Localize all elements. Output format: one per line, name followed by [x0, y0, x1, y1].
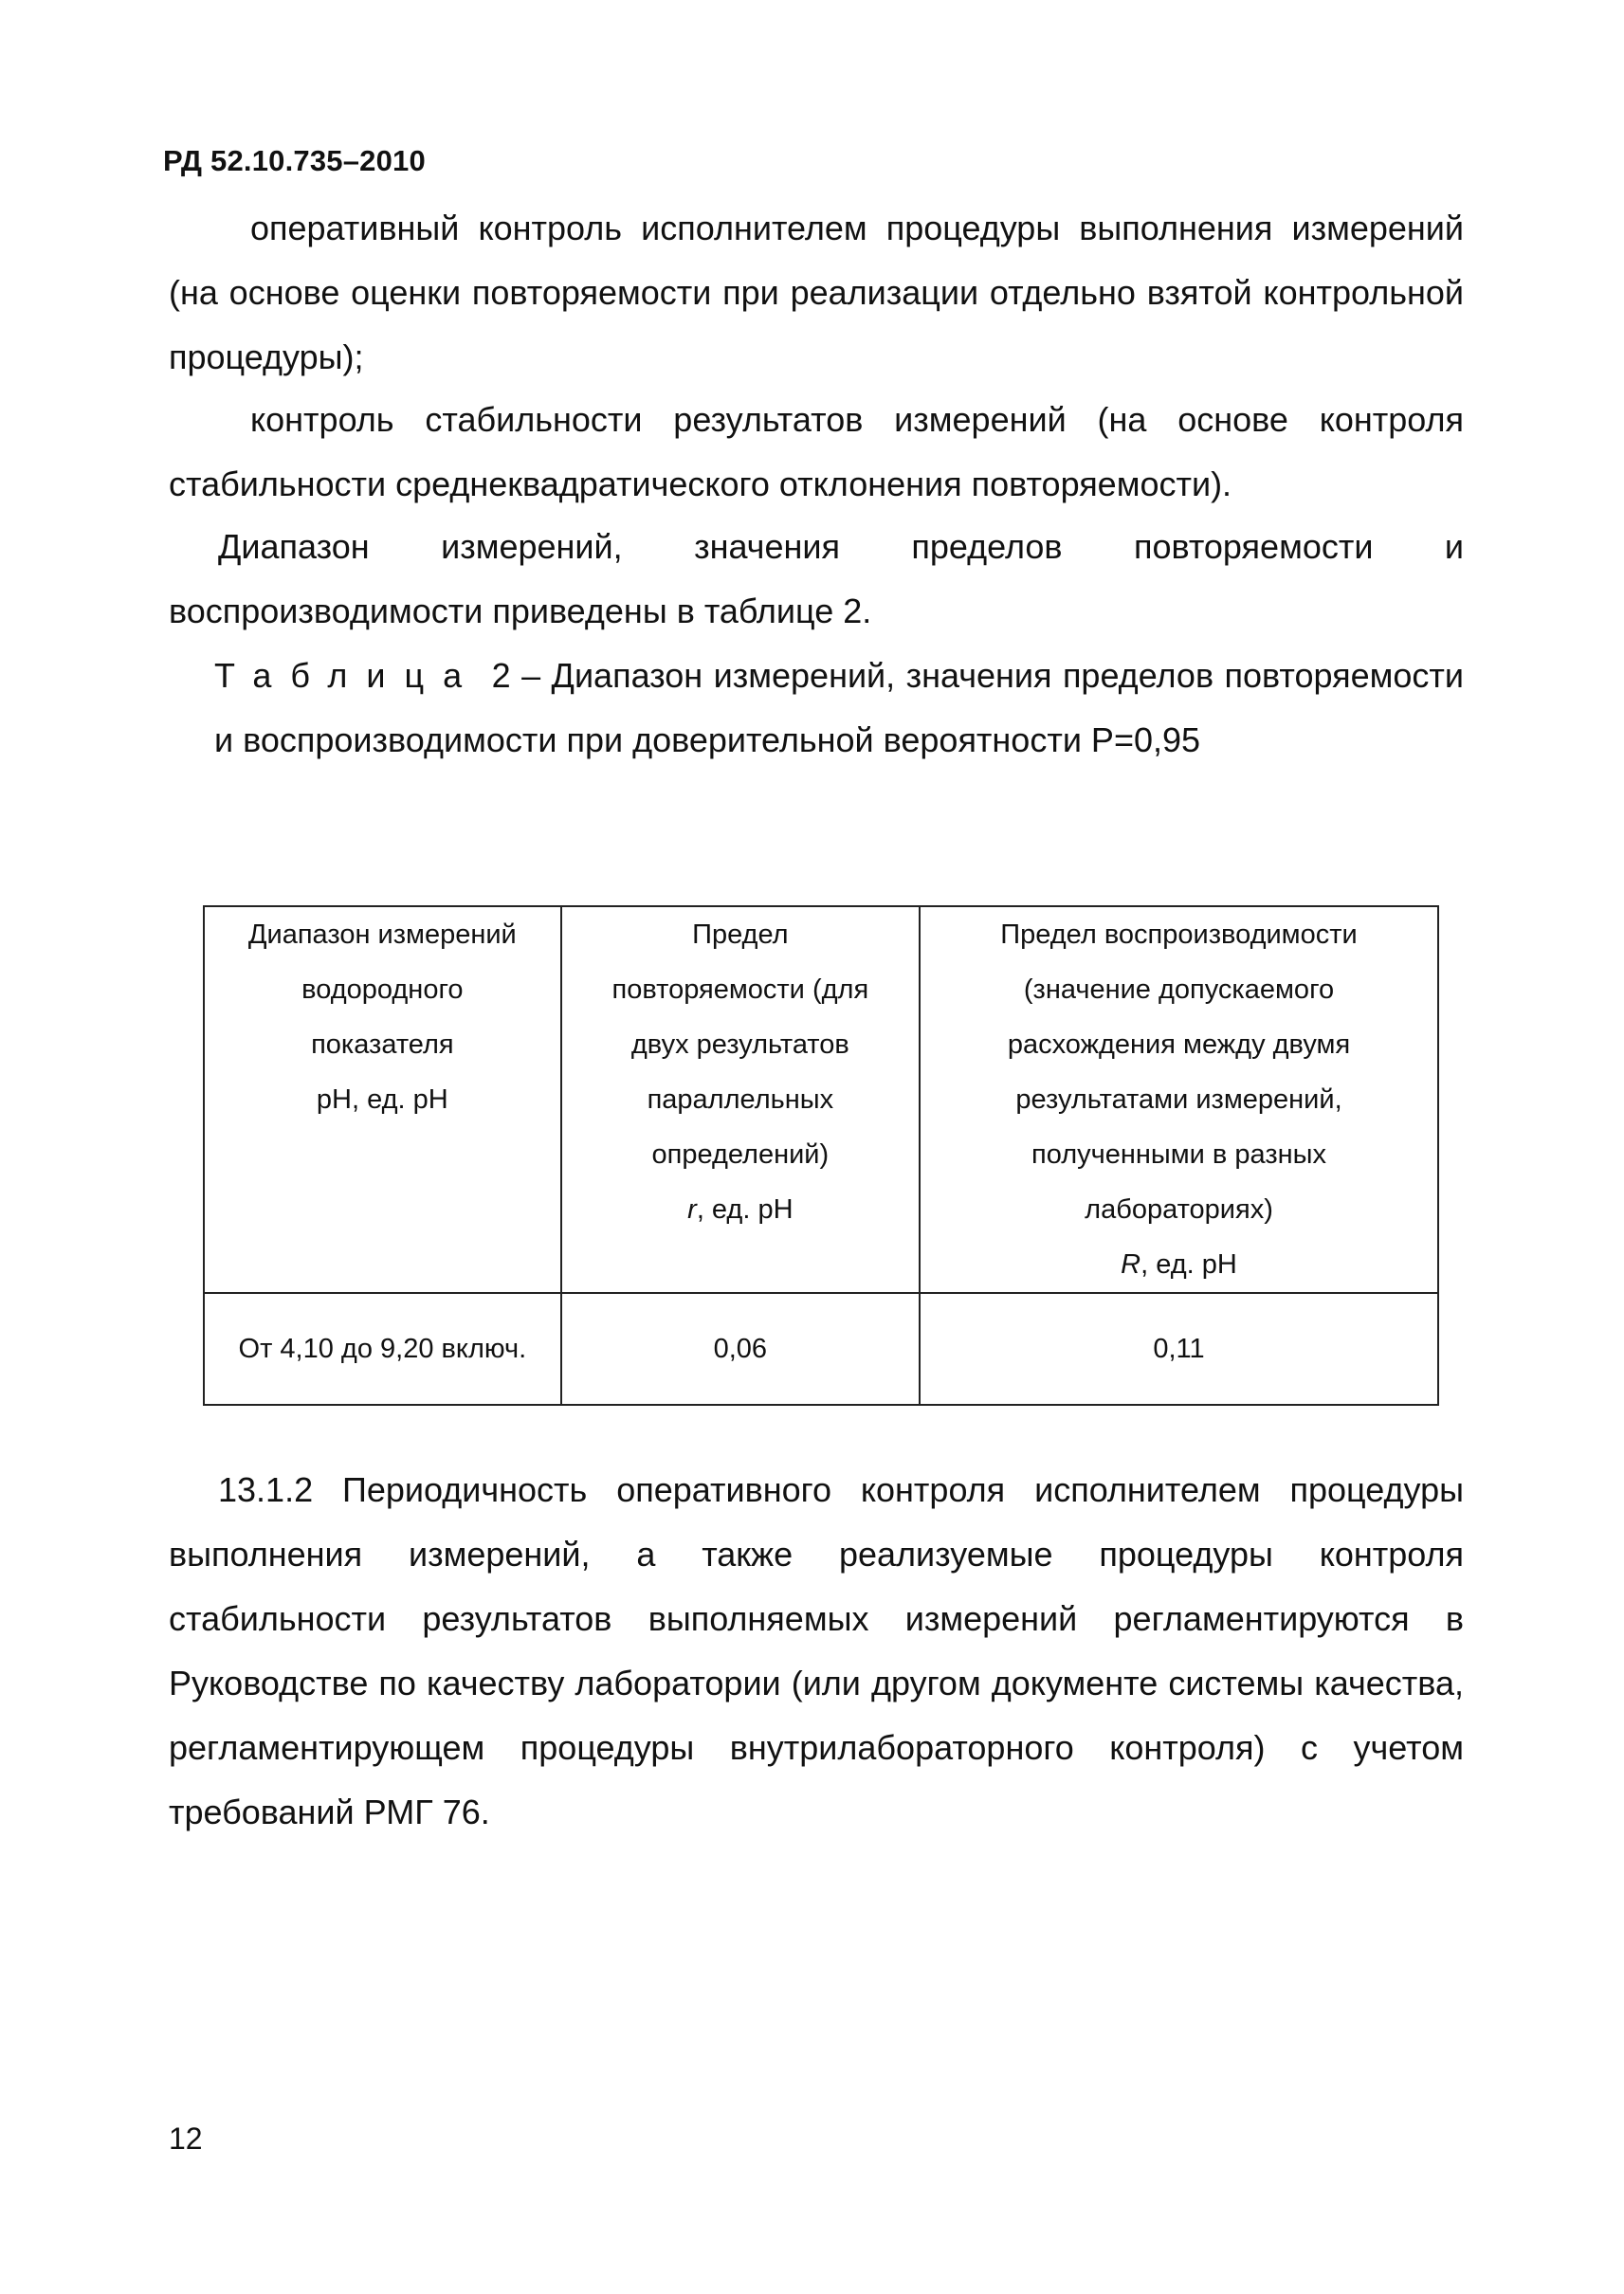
header-unit: , ед. рН — [1140, 1249, 1237, 1280]
paragraph-lead: Диапазон — [218, 527, 370, 566]
header-line: результатами измерений, — [1015, 1084, 1342, 1115]
header-line: повторяемости (для — [611, 974, 869, 1005]
measurement-table — [203, 905, 1439, 1406]
table-caption-text: – Диапазон измерений, значения пределов повторяемости и воспроизводимости при доверительной вероятности Р=0,95 — [214, 656, 1464, 759]
paragraph-stability-control — [169, 388, 1464, 517]
paragraph-text: стабильности результатов измерений (на основе контроля стабильности среднеквадратического отклонения повторяемости). — [169, 400, 1464, 503]
table-row — [204, 1293, 1438, 1405]
header-line: Диапазон измерений — [247, 919, 517, 950]
table-header-row — [204, 906, 1438, 1293]
header-symbol-line — [570, 1182, 911, 1237]
header-line: водородного — [301, 974, 464, 1005]
header-line: определений) — [651, 1139, 830, 1170]
header-line: расхождения между двумя — [1007, 1029, 1351, 1060]
cell-repeatability: 0,06 — [561, 1293, 920, 1405]
paragraph-text: контроль исполнителем процедуры выполнения измерений (на основе оценки повторяемости при реализации отдельно взятой контрольной процедуры); — [169, 209, 1464, 376]
header-line: показателя — [311, 1029, 454, 1060]
header-line: рН, ед. рН — [316, 1084, 448, 1115]
header-symbol-line — [928, 1237, 1430, 1292]
header-line: полученными в разных — [1031, 1139, 1326, 1170]
header-unit: , ед. рН — [696, 1194, 794, 1225]
section-number: 13.1.2 — [218, 1470, 314, 1509]
paragraph-lead: контроль — [250, 400, 394, 439]
header-line: Предел — [692, 919, 789, 950]
page-number: 12 — [169, 2121, 203, 2156]
header-line: (значение допускаемого — [1023, 974, 1335, 1005]
paragraph-lead: оперативный — [250, 209, 460, 247]
section-text: Периодичность оперативного контроля исполнителем процедуры выполнения измерений, а также реализуемые процедуры контроля стабильности результатов выполняемых измерений регламентируются в Руководстве по качеству лаборатории (или другом документе системы качества, регламентирующем процедуры внутрилабораторного контроля) с учетом требований РМГ 76. — [169, 1470, 1464, 1831]
table-caption-label: Таблица — [214, 656, 482, 695]
cell-range: От 4,10 до 9,20 включ. — [204, 1293, 561, 1405]
paragraph-operational-control — [169, 196, 1464, 390]
header-range — [204, 906, 561, 1293]
section-13-1-2 — [169, 1458, 1464, 1845]
table-caption — [214, 644, 1464, 773]
cell-reproducibility: 0,11 — [920, 1293, 1438, 1405]
header-reproducibility — [920, 906, 1438, 1293]
document-code: РД 52.10.735–2010 — [163, 144, 426, 177]
header-line: лабораториях) — [1085, 1194, 1273, 1225]
header-repeatability — [561, 906, 920, 1293]
paragraph-range-reference — [169, 515, 1464, 644]
header-line: двух результатов — [630, 1029, 849, 1060]
paragraph-text: измерений, значения пределов повторяемости и воспроизводимости приведены в таблице 2. — [169, 527, 1464, 630]
header-line: параллельных — [647, 1084, 834, 1115]
header-symbol: R — [1121, 1249, 1141, 1280]
table-caption-number: 2 — [491, 656, 511, 695]
header-symbol: r — [687, 1194, 697, 1225]
header-line: Предел воспроизводимости — [1000, 919, 1358, 950]
